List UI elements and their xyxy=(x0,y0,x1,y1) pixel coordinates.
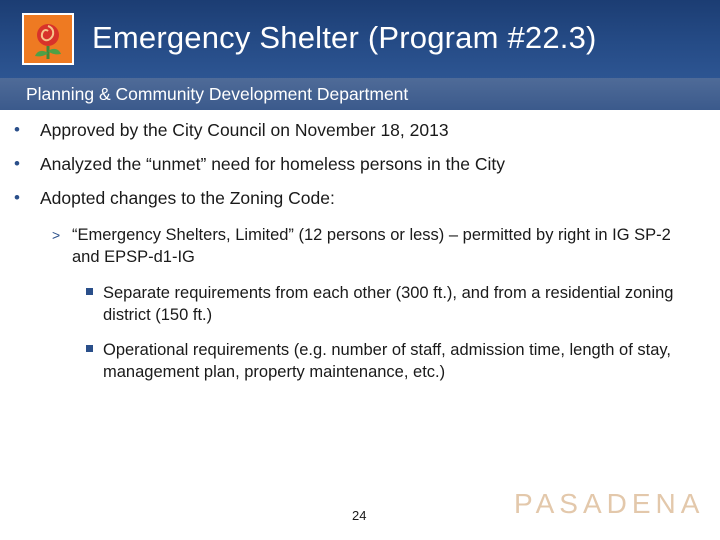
page-number: 24 xyxy=(352,508,367,523)
bullet-dot-icon: • xyxy=(14,120,20,139)
chevron-right-icon: > xyxy=(52,227,61,243)
slide-title: Emergency Shelter (Program #22.3) xyxy=(92,20,597,55)
bullet-dot-icon: • xyxy=(14,154,20,173)
sub-sub-bullet-item xyxy=(86,339,702,383)
sub-bullet-item xyxy=(52,224,702,268)
sub-sub-bullet-text: Operational requirements (e.g. number of staff, admission time, length of stay, management plan, property maintenance, etc.) xyxy=(103,341,672,381)
rose-logo-icon xyxy=(22,13,74,65)
bullet-dot-icon: • xyxy=(14,188,20,207)
rose-logo-graphic xyxy=(24,15,72,63)
bullet-text: Analyzed the “unmet” need for homeless persons in the City xyxy=(40,154,505,174)
pasadena-brand-logo: PASADENA xyxy=(514,488,705,519)
department-subtitle: Planning & Community Development Department xyxy=(26,84,409,104)
sub-sub-bullet-item xyxy=(86,282,702,326)
square-bullet-icon xyxy=(86,288,93,295)
sub-bullet-text: “Emergency Shelters, Limited” (12 persons or less) – permitted by right in IG SP-2 and EPSP-d1-IG xyxy=(72,226,671,266)
sub-sub-bullet-text: Separate requirements from each other (300 ft.), and from a residential zoning district (150 ft.) xyxy=(103,284,674,324)
bullet-text: Adopted changes to the Zoning Code: xyxy=(40,188,335,208)
square-bullet-icon xyxy=(86,345,93,352)
bullet-text: Approved by the City Council on November 18, 2013 xyxy=(40,120,449,140)
